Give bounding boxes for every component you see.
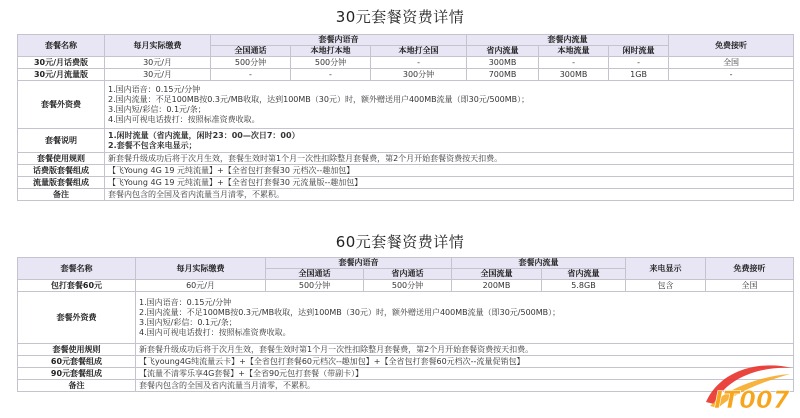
header-free-answer: 免费接听 (669, 35, 794, 57)
table-row (18, 69, 794, 81)
cell: 700MB (467, 69, 539, 81)
extra-fee-line: 4.国内可视电话拨打：按照标准资费收取。 (139, 327, 291, 337)
header-monthly-fee: 每月实际缴费 (136, 258, 266, 280)
plan60-title: 60元套餐资费详情 (335, 233, 465, 251)
extra-fee-line: 4.国内可视电话拨打：按照标准资费收取。 (108, 114, 260, 124)
cell: 500分钟 (266, 280, 364, 292)
header-data-col: 省内流量 (467, 46, 539, 57)
row-name: 30元/月流量版 (18, 69, 105, 81)
usage-rules-label: 套餐使用规则 (18, 344, 136, 356)
extra-fee-line: 3.国内短/彩信：0.1元/条； (108, 104, 206, 114)
extra-fee-line: 2.国内流量：不足100MB按0.3元/MB收取，达到100MB（30元）时，额外赠送用户400MB流量（即30元/500MB）； (139, 307, 561, 317)
cell: 全国 (706, 280, 794, 292)
remark-label: 备注 (18, 189, 105, 201)
cell: - (539, 57, 609, 69)
cell: 全国 (669, 57, 794, 69)
header-voice-col: 本地打全国 (371, 46, 467, 57)
table-row (18, 280, 794, 292)
cell: 300MB (467, 57, 539, 69)
header-package-name: 套餐名称 (18, 258, 136, 280)
usage-rules-label: 套餐使用规则 (18, 153, 105, 165)
extra-fee-details (105, 81, 794, 129)
header-data-group: 套餐内流量 (452, 258, 626, 269)
remark-label: 备注 (18, 380, 136, 392)
cell: - (211, 69, 291, 81)
header-data-col: 闲时流量 (609, 46, 669, 57)
header-voice-col: 本地打本地 (291, 46, 371, 57)
header-package-name: 套餐名称 (18, 35, 105, 57)
cell: - (291, 69, 371, 81)
combo-60-label: 60元套餐组成 (18, 356, 136, 368)
cell: - (669, 69, 794, 81)
data-combo-label: 流量版套餐组成 (18, 177, 105, 189)
extra-fee-details (136, 292, 794, 344)
header-monthly-fee: 每月实际缴费 (105, 35, 211, 57)
package-note-details (105, 129, 794, 153)
usage-rules-text: 新套餐升级成功后将于次月生效，套餐生效时第1个月一次性扣除整月套餐费，第2个月开始套餐资费按天扣费。 (136, 344, 794, 356)
cell: - (609, 57, 669, 69)
combo-90-text: 【流量不清零乐享4G套餐】+【全省90元包打套餐（带副卡）】 (136, 368, 794, 380)
cell: 300MB (539, 69, 609, 81)
extra-fee-line: 2.国内流量：不足100MB按0.3元/MB收取，达到100MB（30元）时，额外赠送用户400MB流量（即30元/500MB）； (108, 94, 530, 104)
remark-text: 套餐内包含的全国及省内流量当月清零，不累积。 (105, 189, 794, 201)
header-voice-col: 省内通话 (364, 269, 452, 280)
note-line: 1.闲时流量（省内流量，闲时23：00—次日7：00） (108, 130, 300, 140)
header-caller-id: 来电显示 (626, 258, 706, 280)
package-note-label: 套餐说明 (18, 129, 105, 153)
cell: 200MB (452, 280, 542, 292)
cell: 500分钟 (211, 57, 291, 69)
plan30-table (17, 34, 794, 201)
it007-logo-text: IT007 (714, 386, 790, 414)
cell: 60元/月 (136, 280, 266, 292)
plan60-table (17, 257, 794, 392)
note-line: 2.套餐不包含来电显示； (108, 140, 197, 150)
usage-rules-text: 新套餐升级成功后将于次月生效，套餐生效时第1个月一次性扣除整月套餐费，第2个月开始套餐资费按天扣费。 (105, 153, 794, 165)
combo-90-label: 90元套餐组成 (18, 368, 136, 380)
plan30-title: 30元套餐资费详情 (335, 8, 465, 26)
header-free-answer: 免费接听 (706, 258, 794, 280)
header-data-col: 全国流量 (452, 269, 542, 280)
cell: 500分钟 (364, 280, 452, 292)
extra-fee-line: 1.国内语音：0.15元/分钟 (108, 84, 201, 94)
extra-fee-label: 套餐外资费 (18, 292, 136, 344)
cell: 1GB (609, 69, 669, 81)
extra-fee-label: 套餐外资费 (18, 81, 105, 129)
voice-combo-label: 话费版套餐组成 (18, 165, 105, 177)
header-voice-group: 套餐内语音 (266, 258, 452, 269)
row-name: 30元/月话费版 (18, 57, 105, 69)
it007-logo (700, 358, 796, 414)
cell: - (371, 57, 467, 69)
header-voice-group: 套餐内语音 (211, 35, 467, 46)
extra-fee-line: 3.国内短/彩信：0.1元/条； (139, 317, 237, 327)
row-name: 包打套餐60元 (18, 280, 136, 292)
remark-text: 套餐内包含的全国及省内流量当月清零，不累积。 (136, 380, 794, 392)
extra-fee-line: 1.国内语音：0.15元/分钟 (139, 297, 232, 307)
header-voice-col: 全国通话 (266, 269, 364, 280)
cell: 包含 (626, 280, 706, 292)
cell: 300分钟 (371, 69, 467, 81)
cell: 30元/月 (105, 57, 211, 69)
combo-60-text: 【飞young4G纯流量云卡】+【全省包打套餐60元档次--趣加包】+【全省包打套餐60元档次--流量促销包】 (136, 356, 794, 368)
data-combo-text: 【飞Young 4G 19 元纯流量】+【全省包打套餐30 元流量版--趣加包】 (105, 177, 794, 189)
cell: 5.8GB (542, 280, 626, 292)
header-data-group: 套餐内流量 (467, 35, 669, 46)
voice-combo-text: 【飞Young 4G 19 元纯流量】+【全省包打套餐30 元档次--趣加包】 (105, 165, 794, 177)
cell: 30元/月 (105, 69, 211, 81)
header-voice-col: 全国通话 (211, 46, 291, 57)
cell: 500分钟 (291, 57, 371, 69)
header-data-col: 本地流量 (539, 46, 609, 57)
header-data-col: 省内流量 (542, 269, 626, 280)
table-row (18, 57, 794, 69)
